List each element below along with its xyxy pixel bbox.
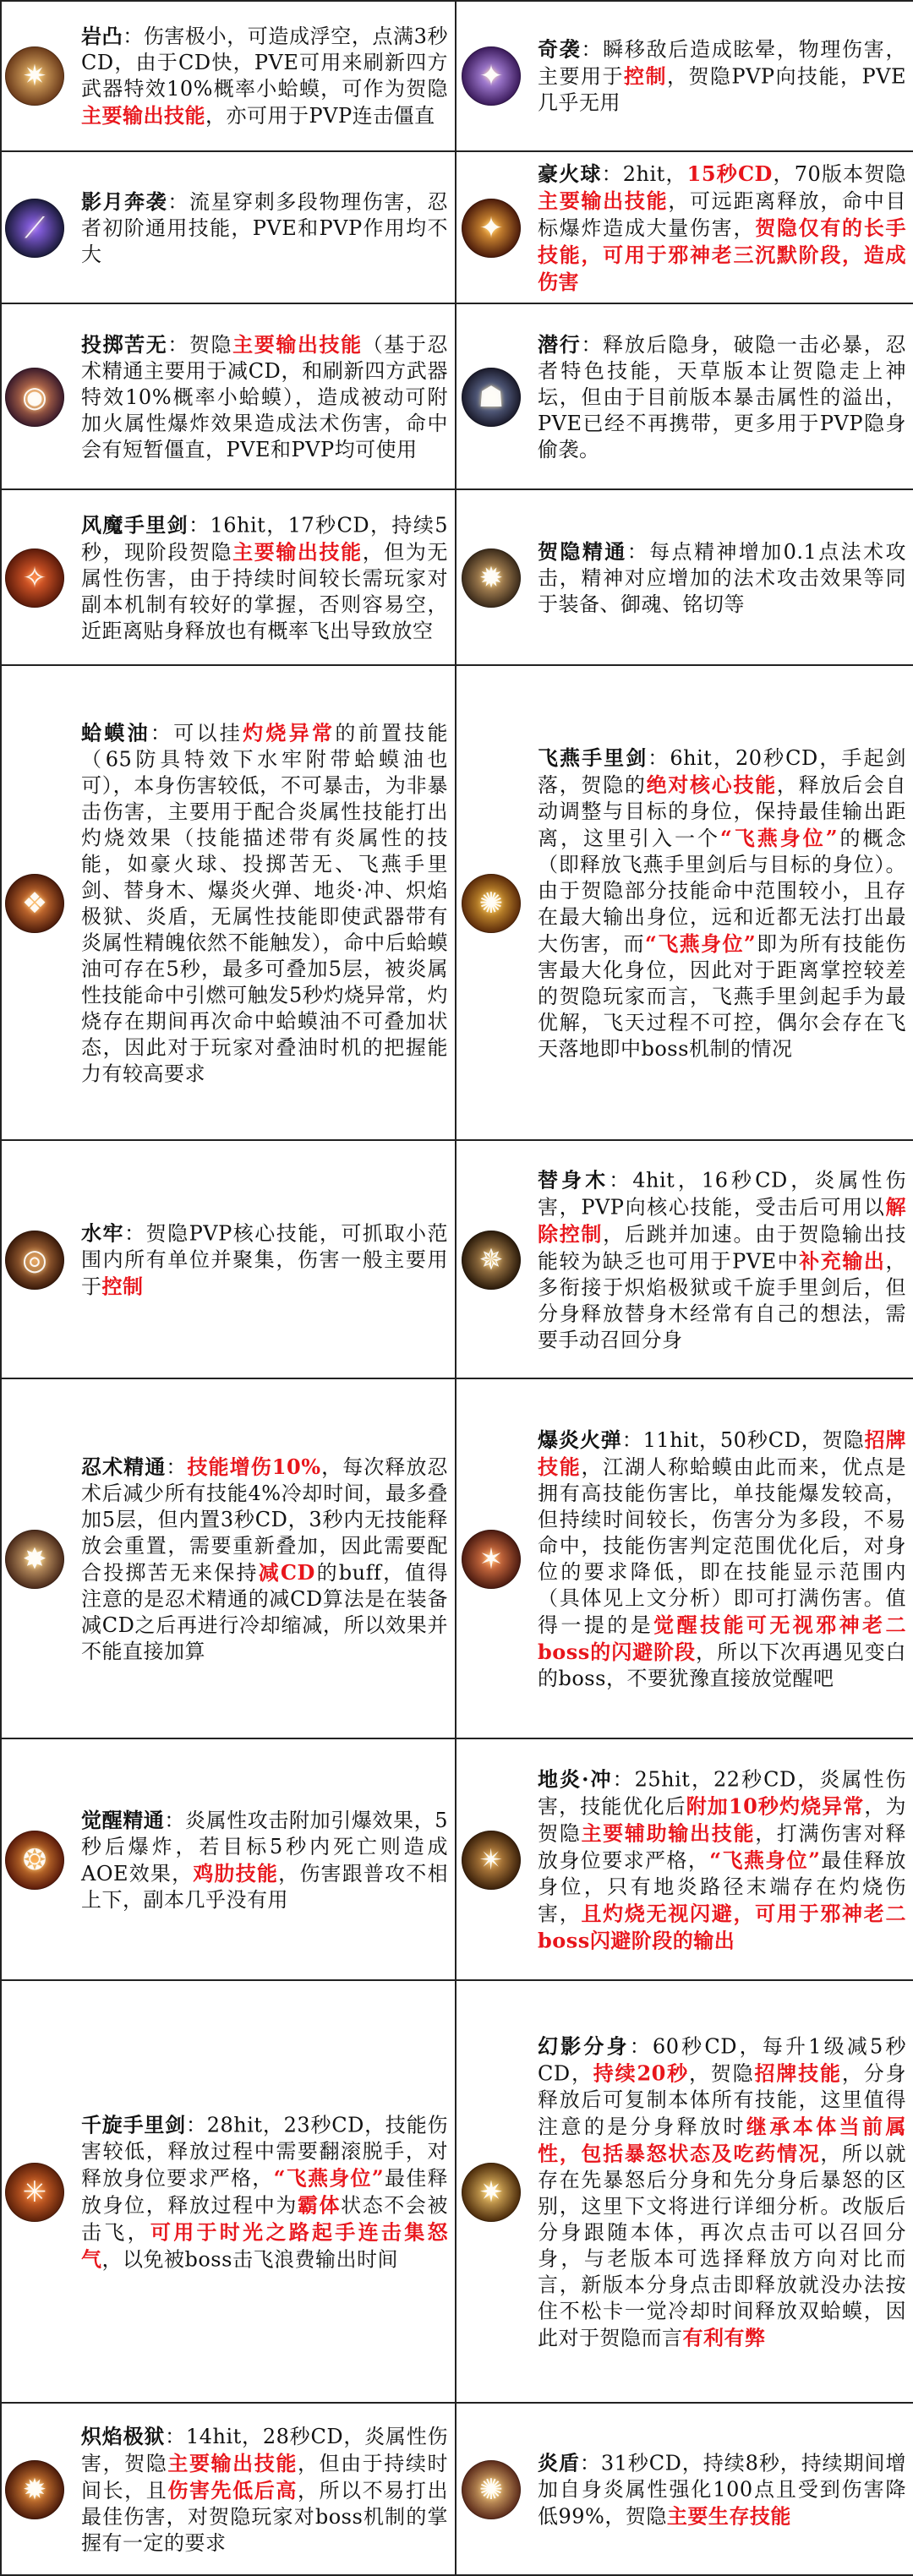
- fireball-icon: [462, 199, 521, 258]
- body-text: ：贺隐PVP核心技能，可抓取小范围内所有单位并聚集，伤害一般主要用于: [81, 1221, 449, 1299]
- highlight-text: 主要输出技能: [538, 188, 669, 213]
- body-text: ：每点精神增加0.1点法术攻击，精神对应增加的法术攻击效果等同于装备、御魂、铭切等: [538, 540, 906, 616]
- skill-name: 水牢: [81, 1220, 125, 1246]
- icon-glyph: ⟋: [25, 211, 45, 245]
- skill-description: [538, 331, 906, 463]
- flying-swallow-icon: [462, 874, 521, 933]
- body-text: ，为贺隐: [538, 1794, 907, 1846]
- skill-cell-right: [456, 152, 913, 304]
- skill-cell-left: [0, 0, 456, 152]
- flame-shield-icon: [462, 2460, 521, 2519]
- skill-cell-left: [0, 152, 456, 304]
- skill-name: 地炎·冲: [538, 1766, 613, 1792]
- icon-glyph: ❂: [22, 1843, 47, 1877]
- skill-name: 豪火球: [538, 161, 602, 186]
- skill-name: 千旋手里剑: [81, 2112, 186, 2137]
- icon-glyph: ✹: [478, 561, 504, 595]
- skill-cell-right: [456, 0, 913, 152]
- skill-name: 幻影分身: [538, 2033, 630, 2059]
- highlight-text: 有利有弊: [682, 2325, 766, 2350]
- body-text: ：14hit，28秒CD，炎属性伤害，贺隐: [81, 2425, 448, 2475]
- body-text: ，后跳并加速。由于贺隐输出技能较为缺乏也可用于PVE中: [538, 1222, 906, 1274]
- highlight-text: 觉醒技能可无视邪神老二boss的闪避阶段: [538, 1613, 907, 1664]
- icon-glyph: ✶: [478, 1542, 504, 1576]
- shadow-strike-icon: [462, 46, 521, 106]
- icon-glyph: ✦: [478, 59, 504, 93]
- highlight-text: “飞燕身位”: [273, 2165, 385, 2191]
- body-text: ，可远距离释放，命中目标爆炸造成大量伤害，: [538, 189, 906, 240]
- body-text: ：60秒CD，每升1级减5秒CD，: [538, 2034, 906, 2086]
- icon-glyph: ✴: [478, 1843, 504, 1877]
- body-text: 的前置技能（65防具特效下水牢附带蛤蟆油也可），本身伤害较低，不可暴击，为非暴击伤害，主要用于配合炎属性技能打出灼烧效果（技能描述带有炎属性的技能，如豪火球、投掷苦无、飞燕手里剑、替身木、爆炎火弹、地炎·冲、炽焰极狱、炎盾，无属性技能即使武器带有炎属性精魄依然不能触发），命中后蛤蟆油可存在5秒，最多可叠加5层，被炎属性技能命中引燃可触发5秒灼烧异常，灼烧存在期间再次命中蛤蟆油不可叠加状态，因此对于玩家对叠油时机的把握能力有较高要求: [81, 721, 449, 1086]
- skill-name: 炽焰极狱: [81, 2424, 166, 2448]
- highlight-text: 霸体: [297, 2192, 342, 2218]
- table-row: [0, 2404, 913, 2576]
- skill-name: 蛤蟆油: [81, 720, 150, 745]
- explosive-bomb-icon: [462, 1530, 521, 1589]
- kunai-icon: [5, 368, 64, 427]
- body-text: ，亦可用于PVP连击僵直: [205, 104, 435, 128]
- highlight-text: 伤害先低后高: [167, 2478, 298, 2502]
- skill-name: 岩凸: [81, 24, 123, 48]
- skill-description: [81, 1454, 448, 1665]
- ninja-mastery-icon: [5, 1530, 64, 1589]
- body-text: ：2hit，: [601, 162, 687, 186]
- highlight-text: 持续20秒: [593, 2060, 690, 2086]
- body-text: ：可以挂: [150, 721, 243, 745]
- table-row: [0, 304, 913, 490]
- body-text: ：25hit，22秒CD，炎属性伤害，技能优化后: [538, 1767, 907, 1819]
- skill-cell-right: [456, 1141, 913, 1379]
- body-text: ：流星穿刺多段物理伤害，忍者初阶通用技能，PVE和PVP作用均不大: [81, 190, 448, 266]
- body-text: 的buff，值得注意的是忍术精通的减CD算法是在装备减CD之后再进行冷却缩减，所以效果并不能直接加算: [81, 1561, 449, 1663]
- body-text: ：释放后隐身，破隐一击必暴，忍者特色技能，天草版本让贺隐走上神坛，但由于目前版本暴击属性的溢出，PVE已经不再携带，更多用于PVP隐身偷袭。: [538, 333, 906, 461]
- body-text: ，每次释放忍术后减少所有技能4%冷却时间，最多叠加5层，但内置3秒CD，3秒内无技能释放会重置，需要重新叠加，因此需要配合投掷苦无来保持: [81, 1455, 449, 1585]
- skill-description: [538, 1427, 906, 1692]
- skill-cell-left: [0, 666, 456, 1141]
- earth-flame-icon: [462, 1831, 521, 1890]
- table-row: [0, 666, 913, 1141]
- icon-glyph: ✧: [22, 561, 47, 595]
- body-text: ：伤害极小，可造成浮空，点满3秒CD，由于CD快，PVE可用来刷新四方武器特效10%概率小蛤蟆，可作为贺隐: [81, 25, 448, 101]
- highlight-text: 主要辅助输出技能: [581, 1820, 756, 1846]
- body-text: ：6hit，20秒CD，手起剑落，贺隐的: [538, 746, 907, 797]
- skill-description: [81, 720, 448, 1088]
- icon-glyph: ✷: [22, 59, 47, 93]
- skill-cell-left: [0, 304, 456, 490]
- table-row: [0, 0, 913, 152]
- icon-glyph: ✺: [478, 887, 504, 920]
- skill-name: 飞燕手里剑: [538, 745, 648, 770]
- highlight-text: 附加10秒灼烧异常: [686, 1793, 865, 1819]
- icon-glyph: ✸: [22, 1542, 47, 1576]
- skill-name: 风魔手里剑: [81, 512, 189, 538]
- body-text: 的概念（即释放飞燕手里剑后与目标的身位）。由于贺隐部分技能命中范围较小，且存在最大输出身位，远和近都无法打出最大伤害，而: [538, 827, 907, 956]
- skill-cell-left: [0, 1981, 456, 2404]
- stealth-icon: [462, 368, 521, 427]
- highlight-text: “飞燕身位”: [719, 826, 839, 850]
- skill-name: 贺隐精通: [538, 539, 627, 564]
- icon-glyph: ◎: [22, 1243, 47, 1277]
- skill-description: [538, 36, 906, 117]
- body-text: ，但为无属性伤害，由于持续时间较长需玩家对副本机制有较好的掌握，否则容易空，近距离贴身释放也有概率飞出导致放空: [81, 540, 448, 643]
- icon-glyph: ✺: [478, 2473, 504, 2507]
- highlight-text: 技能增伤10%: [187, 1454, 321, 1479]
- toad-oil-icon: [5, 874, 64, 933]
- substitution-log-icon: [462, 1231, 521, 1290]
- body-text: ：31秒CD，持续8秒，持续期间增加自身炎属性强化100点且受到伤害降低99%，贺隐: [538, 2451, 906, 2529]
- highlight-text: 主要输出技能: [167, 2451, 298, 2475]
- highlight-text: 招牌技能: [754, 2060, 842, 2086]
- body-text: ：11hit，50秒CD，贺隐: [621, 1428, 865, 1452]
- highlight-text: 15秒CD: [686, 161, 773, 186]
- skill-cell-right: [456, 2404, 913, 2576]
- skill-name: 替身木: [538, 1167, 610, 1192]
- skill-name: 忍术精通: [81, 1454, 167, 1479]
- highlight-text: 控制: [623, 63, 667, 89]
- body-text: ：16hit，17秒CD，持续5秒，现阶段贺隐: [81, 513, 448, 565]
- highlight-text: 贺隐仅有的长手技能，可用于邪神老三沉默阶段，造成伤害: [538, 216, 906, 294]
- body-text: ，所以不易打出最佳伤害，对贺隐玩家对boss机制的掌握有一定的要求: [81, 2479, 448, 2555]
- skill-cell-left: [0, 1141, 456, 1379]
- icon-glyph: ✹: [22, 2473, 47, 2507]
- skill-description: [81, 2423, 448, 2557]
- highlight-text: 主要输出技能: [81, 103, 205, 128]
- body-text: ，多衔接于炽焰极狱或千旋手里剑后，但分身释放替身木经常有自己的想法，需要手动召回分身: [538, 1249, 907, 1352]
- skill-description: [81, 23, 448, 129]
- highlight-text: 灼烧异常: [243, 720, 336, 745]
- table-row: [0, 1739, 913, 1981]
- body-text: 最佳释放身位，只有地炎路径末端存在灼烧伤害，: [538, 1848, 907, 1926]
- highlight-text: “飞燕身位”: [709, 1847, 821, 1873]
- highlight-text: 主要输出技能: [232, 539, 363, 565]
- skill-cell-left: [0, 1739, 456, 1981]
- skill-cell-right: [456, 490, 913, 666]
- icon-glyph: ☗: [478, 380, 505, 414]
- phantom-clone-icon: [462, 2163, 521, 2222]
- skill-cell-right: [456, 304, 913, 490]
- body-text: （基于忍术精通主要用于减CD，和刷新四方武器特效10%概率小蛤蟆），造成被动可附加火属性爆炸效果造成法术伤害，命中会有短暂僵直，PVE和PVP均可使用: [81, 333, 448, 461]
- highlight-text: 招牌技能: [538, 1427, 907, 1479]
- body-text: ，所以就存在先暴怒后分身和先分身后暴怒的区别，这里下文将进行详细分析。改版后分身跟随本体，再次点击可以召回分身，与老版本可选择释放方向对比而言，新版本分身点击即释放就没办法按住不松卡一觉冷却时间释放双蛤蟆，因此对于贺隐而言: [538, 2142, 906, 2350]
- body-text: 最佳释放身位，释放过程中为: [81, 2166, 449, 2218]
- skill-description: [538, 2450, 906, 2530]
- stone-burst-icon: [5, 46, 64, 106]
- spinning-shuriken-icon: [5, 2163, 64, 2222]
- body-text: ，所以下次再遇见变白的boss，不要犹豫直接放觉醒吧: [538, 1640, 907, 1690]
- body-text: ，江湖人称蛤蟆由此而来，优点是拥有高技能伤害比，单技能爆发较高，但持续时间较长，伤害分为多段，不易命中，技能伤害判定范围优化后，对身位的要求降低，即在技能显示范围内（具体见上文分析）即可打满伤害。值得一提的是: [538, 1455, 906, 1637]
- highlight-text: 主要输出技能: [232, 332, 363, 357]
- skill-name: 炎盾: [538, 2450, 580, 2475]
- highlight-text: 继承本体当前属性，包括暴怒状态及吃药情况: [538, 2114, 907, 2166]
- water-prison-icon: [5, 1231, 64, 1290]
- skill-description: [81, 2112, 448, 2273]
- skill-cell-left: [0, 2404, 456, 2576]
- skill-name: 奇袭: [538, 36, 582, 62]
- highlight-text: 补充输出: [799, 1248, 886, 1274]
- body-text: ，伤害跟普攻不相上下，副本几乎没有用: [81, 1862, 449, 1912]
- highlight-text: 减CD: [258, 1560, 315, 1585]
- icon-glyph: ❖: [21, 887, 48, 920]
- blaze-prison-icon: [5, 2460, 64, 2519]
- skill-name: 爆炎火弹: [538, 1427, 622, 1452]
- body-text: ：: [166, 1455, 188, 1479]
- shadow-claw-icon: [5, 199, 64, 258]
- skill-description: [538, 745, 906, 1062]
- skill-description: [538, 538, 906, 618]
- table-row: [0, 1379, 913, 1739]
- highlight-text: “飞燕身位”: [645, 931, 757, 956]
- skill-description: [81, 1220, 448, 1301]
- body-text: ，贺隐PVP向技能，PVE几乎无用: [538, 64, 907, 115]
- spirit-mastery-icon: [462, 548, 521, 608]
- body-text: ，以免被boss击飞浪费输出时间: [101, 2247, 398, 2272]
- body-text: 状态不会被击飞，: [81, 2193, 448, 2245]
- skill-cell-right: [456, 666, 913, 1141]
- body-text: ：炎属性攻击附加引爆效果，5秒后爆炸，若目标5秒内死亡则造成AOE效果，: [81, 1809, 448, 1886]
- body-text: ，但由于持续时间长，且: [81, 2452, 448, 2502]
- body-text: 即为所有技能伤害最大化身位，因此对于距离掌控较差的贺隐玩家而言，飞燕手里剑起手为最优解，飞天过程不可控，偶尔会存在飞天落地即中boss机制的情况: [538, 932, 907, 1061]
- body-text: ，贺隐: [689, 2061, 755, 2086]
- table-row: [0, 1141, 913, 1379]
- skill-description: [81, 331, 448, 463]
- skill-description: [538, 1167, 906, 1354]
- skill-name: 投掷苦无: [81, 332, 168, 357]
- highlight-text: 鸡肋技能: [193, 1861, 279, 1886]
- skill-description: [538, 2033, 906, 2352]
- highlight-text: 主要生存技能: [666, 2503, 791, 2529]
- skill-cell-right: [456, 1739, 913, 1981]
- skill-cell-left: [0, 490, 456, 666]
- icon-glyph: ✷: [478, 2175, 504, 2209]
- awaken-mastery-icon: [5, 1831, 64, 1890]
- icon-glyph: ✦: [478, 211, 504, 245]
- skill-cell-right: [456, 1981, 913, 2404]
- body-text: ：28hit，23秒CD，技能伤害较低，释放过程中需要翻滚脱手，对释放身位要求严格，: [81, 2113, 449, 2191]
- highlight-text: 可用于时光之路起手连击集怒气: [81, 2219, 449, 2272]
- skill-description: [538, 161, 906, 296]
- body-text: ，释放后会自动调整与目标的身位，保持最佳输出距离，这里引入一个: [538, 773, 906, 850]
- skill-description: [81, 512, 448, 645]
- skill-name: 潜行: [538, 332, 582, 357]
- highlight-text: 绝对核心技能: [646, 772, 777, 797]
- skill-cell-right: [456, 1379, 913, 1739]
- body-text: ，打满伤害对释放身位要求严格，: [538, 1821, 906, 1873]
- highlight-text: 解除控制: [538, 1194, 906, 1247]
- highlight-text: 且灼烧无视闪避，可用于邪神老二boss闪避阶段的输出: [538, 1901, 906, 1953]
- skill-description: [538, 1766, 906, 1955]
- body-text: ：贺隐: [167, 333, 233, 357]
- table-row: [0, 490, 913, 666]
- highlight-text: 控制: [101, 1274, 144, 1299]
- skill-cell-left: [0, 1379, 456, 1739]
- body-text: ：瞬移敌后造成眩晕，物理伤害，主要用于: [538, 37, 906, 89]
- table-row: [0, 1981, 913, 2404]
- body-text: ，分身释放后可复制本体所有技能，这里值得注意的是分身释放时: [538, 2061, 907, 2139]
- table-row: [0, 152, 913, 304]
- icon-glyph: ✵: [478, 1243, 504, 1277]
- skill-description: [81, 1807, 448, 1913]
- icon-glyph: ✳: [22, 2175, 47, 2209]
- body-text: ：4hit，16秒CD，炎属性伤害，PVP向核心技能，受击后可用以: [538, 1168, 906, 1220]
- skill-name: 影月奔袭: [81, 189, 168, 214]
- skill-description: [81, 188, 448, 268]
- wind-shuriken-icon: [5, 548, 64, 608]
- icon-glyph: ◉: [22, 380, 47, 414]
- skill-name: 觉醒精通: [81, 1808, 165, 1832]
- body-text: ，70版本贺隐: [772, 162, 907, 186]
